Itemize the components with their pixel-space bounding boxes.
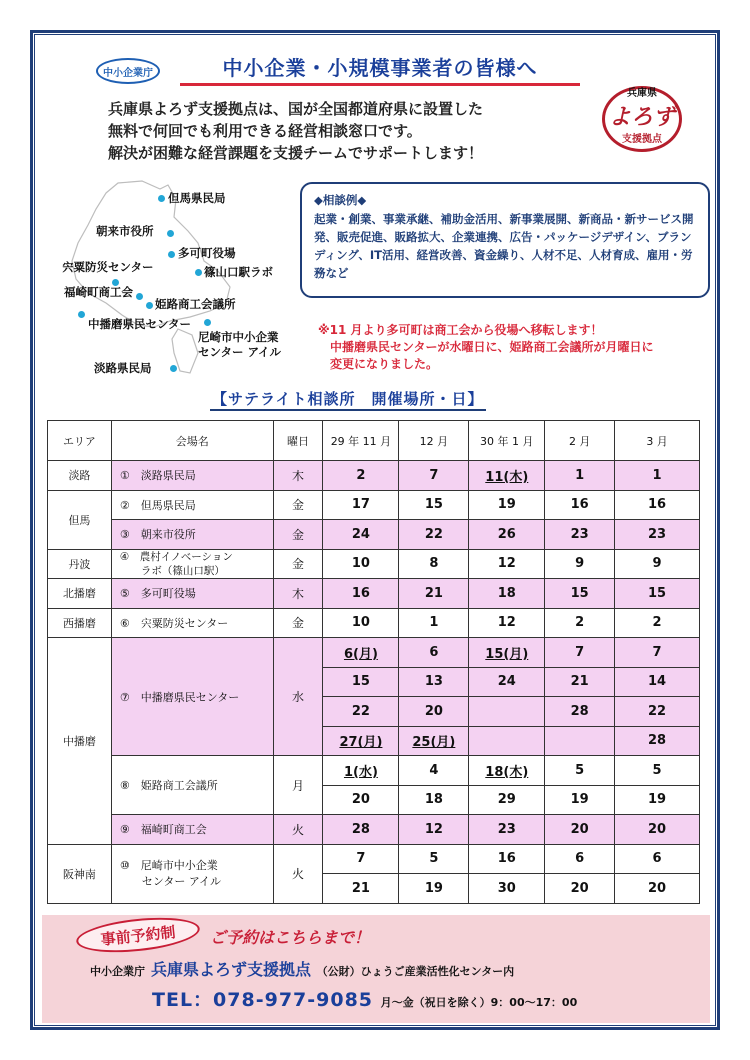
intro-line: 解決が困難な経営課題を支援チームでサポートします！: [108, 144, 484, 162]
date-cell: 12: [469, 608, 545, 638]
date-cell: 18: [399, 785, 469, 815]
date-cell: 20: [615, 815, 700, 845]
date-cell: 17: [323, 490, 399, 520]
date-cell: 7: [399, 461, 469, 491]
date-cell: 5: [399, 844, 469, 874]
intro-line: 兵庫県よろず支援拠点は、国が全国都道府県に設置した: [108, 100, 484, 118]
date-cell: 15(月): [469, 638, 545, 668]
venue-cell: ③ 朝来市役所: [111, 520, 273, 550]
date-cell: 28: [545, 697, 615, 727]
date-cell: 23: [545, 520, 615, 550]
header-venue: 会場名: [111, 421, 273, 461]
area-cell: 西播磨: [48, 608, 112, 638]
table-row: [48, 638, 700, 668]
map-dot: [146, 302, 153, 309]
date-cell: 16: [615, 490, 700, 520]
date-cell: 2: [615, 608, 700, 638]
contact-footer: [42, 915, 710, 1023]
table-row: [48, 756, 700, 786]
date-cell: 22: [399, 520, 469, 550]
seal-main-text: よろず: [608, 105, 675, 130]
date-cell: 21: [323, 874, 399, 904]
area-cell: 但馬: [48, 490, 112, 549]
dow-cell: 木: [273, 579, 323, 609]
map-label: 尼崎市中小企業: [198, 330, 279, 344]
yorozu-seal-logo: [592, 82, 688, 154]
map-label: 姫路商工会議所: [155, 297, 236, 311]
date-cell: 14: [615, 667, 700, 697]
header-month: 12 月: [399, 421, 469, 461]
date-cell: 20: [615, 874, 700, 904]
date-cell: 2: [323, 461, 399, 491]
date-cell: 29: [469, 785, 545, 815]
date-cell: 5: [545, 756, 615, 786]
header-dow: 曜日: [273, 421, 323, 461]
date-cell: [469, 697, 545, 727]
venue-cell: ⑩ 尼崎市中小企業 センター アイル: [111, 844, 273, 903]
date-cell: 20: [545, 815, 615, 845]
date-cell: 21: [545, 667, 615, 697]
footer-host: （公財）ひょうご産業活性化センター内: [316, 965, 515, 978]
date-cell: 15: [399, 490, 469, 520]
date-cell: 1: [545, 461, 615, 491]
date-cell: 28: [615, 726, 700, 756]
date-cell: 18(木): [469, 756, 545, 786]
reserve-here-text: ご予約はこちらまで！: [210, 928, 371, 947]
footer-agency: 中小企業庁: [90, 965, 145, 978]
date-cell: 11(木): [469, 461, 545, 491]
schedule-heading: 【サテライト相談所 開催場所・日】: [210, 388, 486, 411]
date-cell: 7: [545, 638, 615, 668]
venue-cell: ④ 農村イノベーション ラボ（篠山口駅）: [111, 549, 273, 579]
date-cell: 4: [399, 756, 469, 786]
table-row: [48, 520, 700, 550]
dow-cell: 金: [273, 549, 323, 579]
venue-cell: ⑨ 福崎町商工会: [111, 815, 273, 845]
table-row: [48, 490, 700, 520]
area-cell: 中播磨: [48, 638, 112, 845]
date-cell: 28: [323, 815, 399, 845]
date-cell: 19: [469, 490, 545, 520]
date-cell: 26: [469, 520, 545, 550]
table-header-row: [48, 421, 700, 461]
notice-line: 中播磨県民センターが水曜日に、姫路商工会議所が月曜日に: [330, 340, 654, 354]
date-cell: 20: [545, 874, 615, 904]
dow-cell: 水: [273, 638, 323, 756]
date-cell: 7: [615, 638, 700, 668]
area-cell: 北播磨: [48, 579, 112, 609]
date-cell: 15: [615, 579, 700, 609]
consultation-title: ◆相談例◆: [314, 193, 367, 207]
date-cell: 21: [399, 579, 469, 609]
consultation-body: 起業・創業、事業承継、補助金活用、新事業展開、新商品・新サービス開発、販売促進、販路拡大、企業連携、広告・パッケージデザイン、ブランディング、IT活用、経営改善、資金繰り、人材不足、人材育成、雇用・労務など: [314, 212, 694, 280]
dow-cell: 火: [273, 844, 323, 903]
date-cell: 12: [469, 549, 545, 579]
map-label: センター アイル: [198, 345, 282, 359]
dow-cell: 金: [273, 520, 323, 550]
table-row: [48, 549, 700, 579]
table-row: [48, 815, 700, 845]
date-cell: 27(月): [323, 726, 399, 756]
seal-bottom-text: 支援拠点: [622, 134, 662, 145]
date-cell: 18: [469, 579, 545, 609]
map-dot: [136, 293, 143, 300]
date-cell: [469, 726, 545, 756]
date-cell: 19: [399, 874, 469, 904]
table-row: [48, 579, 700, 609]
map-dot: [168, 251, 175, 258]
notice-line: ※11 月より多可町は商工会から役場へ移転します！: [318, 323, 603, 337]
map-dot: [195, 269, 202, 276]
date-cell: 23: [615, 520, 700, 550]
table-row: [48, 461, 700, 491]
reservation-badge: 事前予約制: [75, 913, 202, 958]
date-cell: 15: [323, 667, 399, 697]
venue-cell: ⑦ 中播磨県民センター: [111, 638, 273, 756]
date-cell: 13: [399, 667, 469, 697]
date-cell: 19: [545, 785, 615, 815]
date-cell: 16: [469, 844, 545, 874]
map-dot: [78, 311, 85, 318]
office-hours: 月～金（祝日を除く）9：00～17：00: [380, 996, 578, 1009]
dow-cell: 木: [273, 461, 323, 491]
dow-cell: 火: [273, 815, 323, 845]
header-area: エリア: [48, 421, 112, 461]
venue-cell: ① 淡路県民局: [111, 461, 273, 491]
date-cell: 22: [615, 697, 700, 727]
table-row: [48, 608, 700, 638]
date-cell: 16: [323, 579, 399, 609]
notice-line: 変更になりました。: [330, 357, 439, 371]
venue-cell: ⑥ 宍粟防災センター: [111, 608, 273, 638]
date-cell: 6: [399, 638, 469, 668]
date-cell: 6(月): [323, 638, 399, 668]
header-month: 2 月: [545, 421, 615, 461]
date-cell: 25(月): [399, 726, 469, 756]
venue-cell: ② 但馬県民局: [111, 490, 273, 520]
seal-top-text: 兵庫県: [627, 88, 657, 99]
date-cell: 1: [615, 461, 700, 491]
consultation-examples-box: [300, 182, 710, 298]
footer-org-name: 兵庫県よろず支援拠点: [151, 960, 312, 979]
dow-cell: 月: [273, 756, 323, 815]
date-cell: 15: [545, 579, 615, 609]
date-cell: [545, 726, 615, 756]
relocation-notice: [318, 322, 713, 373]
date-cell: 9: [615, 549, 700, 579]
map-label: 宍粟防災センター: [62, 260, 154, 274]
date-cell: 8: [399, 549, 469, 579]
map-label: 但馬県民局: [168, 191, 226, 205]
date-cell: 9: [545, 549, 615, 579]
header-month: 29 年 11 月: [323, 421, 399, 461]
date-cell: 10: [323, 608, 399, 638]
date-cell: 19: [615, 785, 700, 815]
header-month: 30 年 1 月: [469, 421, 545, 461]
table-row: [48, 844, 700, 874]
map-dot: [158, 195, 165, 202]
map-label: 朝来市役所: [96, 224, 154, 238]
date-cell: 1(水): [323, 756, 399, 786]
page-title: 中小企業・小規模事業者の皆様へ: [180, 52, 580, 86]
date-cell: 7: [323, 844, 399, 874]
date-cell: 1: [399, 608, 469, 638]
footer-organization: [90, 957, 690, 980]
date-cell: 20: [323, 785, 399, 815]
dow-cell: 金: [273, 490, 323, 520]
venue-cell: ⑧ 姫路商工会議所: [111, 756, 273, 815]
intro-text: [108, 98, 588, 164]
date-cell: 10: [323, 549, 399, 579]
area-cell: 淡路: [48, 461, 112, 491]
map-dot: [170, 365, 177, 372]
map-label: 多可町役場: [178, 246, 236, 260]
area-cell: 丹波: [48, 549, 112, 579]
footer-phone: [152, 985, 577, 1012]
map-label: 淡路県民局: [94, 361, 152, 375]
agency-logo: 中小企業庁: [96, 58, 160, 84]
area-cell: 阪神南: [48, 844, 112, 903]
date-cell: 24: [323, 520, 399, 550]
date-cell: 6: [545, 844, 615, 874]
map-dot: [204, 319, 211, 326]
map-label: 篠山口駅ラボ: [204, 265, 273, 279]
schedule-table: [47, 420, 700, 904]
date-cell: 12: [399, 815, 469, 845]
date-cell: 20: [399, 697, 469, 727]
map-dot: [167, 230, 174, 237]
header-month: 3 月: [615, 421, 700, 461]
date-cell: 30: [469, 874, 545, 904]
dow-cell: 金: [273, 608, 323, 638]
date-cell: 24: [469, 667, 545, 697]
hyogo-map: [58, 175, 298, 385]
date-cell: 6: [615, 844, 700, 874]
map-label: 中播磨県民センター: [88, 317, 192, 331]
phone-number: TEL：078-977-9085: [152, 989, 374, 1011]
date-cell: 16: [545, 490, 615, 520]
date-cell: 2: [545, 608, 615, 638]
date-cell: 23: [469, 815, 545, 845]
date-cell: 5: [615, 756, 700, 786]
map-label: 福崎町商工会: [64, 285, 133, 299]
date-cell: 22: [323, 697, 399, 727]
venue-cell: ⑤ 多可町役場: [111, 579, 273, 609]
intro-line: 無料で何回でも利用できる経営相談窓口です。: [108, 122, 422, 140]
